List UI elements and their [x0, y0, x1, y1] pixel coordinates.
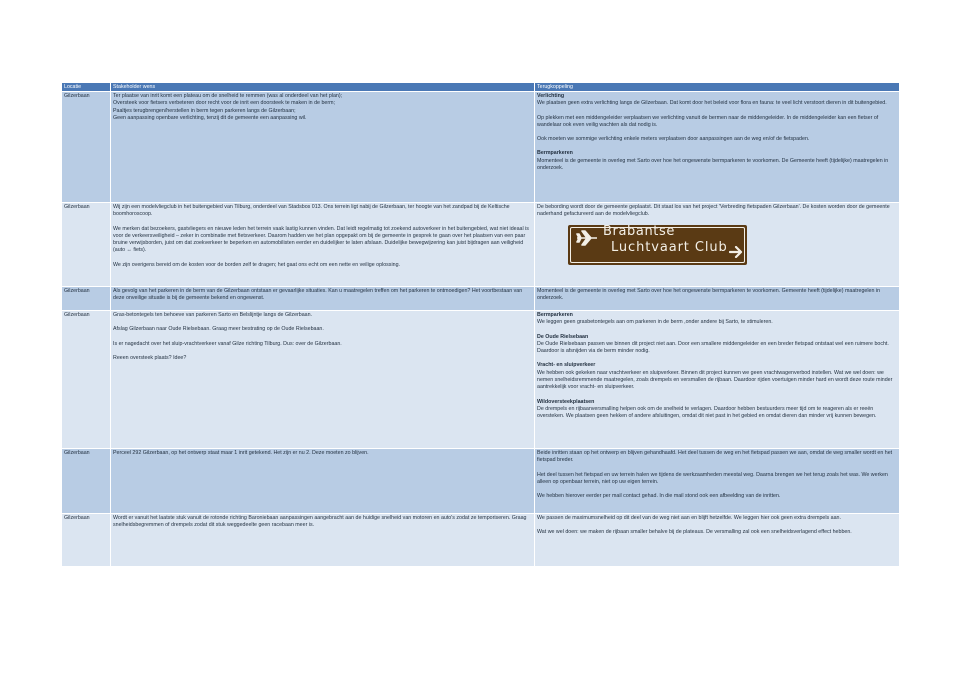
feedback-text: Wat we wel doen: we maken de rijbaan smaller behalve bij de plateaus. De versmalling zal ook een snelheidsverlagend effect hebben. — [537, 529, 852, 536]
sign-line-2: Luchtvaart Club — [611, 239, 728, 255]
feedback-text: Beide inritten staan op het ontwerp en blijven gehandhaafd. Het deel tussen de weg en het fietspad passen we aan, omdat de weg smaller wordt en het fietspad breder. — [537, 450, 893, 464]
wish-cell — [110, 311, 534, 448]
feedback-text: De drempels en rijbaanversmalling helpen ook om de snelheid te verlagen. Daardoor hebben bestuurders meer tijd om te reageren als er reeën oversteken. We plaatsen geen hekken of andere afsluitingen, omdat dit niet past in het gebied en omdat dieren dan minder vrij kunnen bewegen. — [537, 405, 877, 420]
feedback-cell — [534, 514, 899, 566]
location-cell: Gilzerbaan — [62, 287, 110, 310]
feedback-heading: Wildoversteekplaatsen — [537, 398, 595, 405]
wish-text: Perceel 292 Gilzerbaan, op het ontwerp staat maar 1 inrit getekend. Het zijn er nu 2. Deze moeten zo blijven. — [113, 450, 369, 456]
location-cell: Gilzerbaan — [62, 311, 110, 448]
table-row — [62, 513, 899, 566]
feedback-table — [62, 83, 899, 566]
feedback-text: Momenteel is de gemeente in overleg met Sarto over hoe het ongewenste bermparkeren te voorkomen. De Gemeente heeft (tijdelijke) maatregelen in onderzoek. — [537, 157, 889, 172]
table-header-row — [62, 83, 899, 91]
table-row — [62, 448, 899, 513]
wish-text: Gras-betontegels ten behoeve van parkeren Sarto en Belslijntje langs de Gilzerbaan. — [113, 312, 313, 318]
feedback-heading: Bermparkeren — [537, 312, 573, 318]
location-cell: Gilzerbaan — [62, 92, 110, 202]
table-row — [62, 310, 899, 448]
table-row — [62, 91, 899, 202]
feedback-heading: Verlichting — [537, 93, 565, 99]
header-stakeholder-wens: Stakeholder wens — [110, 83, 534, 91]
wish-cell — [110, 92, 534, 202]
feedback-text: Ook moeten we sommige verlichting enkele meters verplaatsen door aanpassingen aan de weg en/of de fietspaden. — [537, 136, 810, 143]
feedback-text: Het deel tussen het fietspad en uw terrein halen we tijdens de werkzaamheden meestal weg. Daarna brengen we het terug zoals het was. We werken alleen op openbaar terrein, niet op uw eigen terrein. — [537, 471, 888, 485]
feedback-text: Momenteel is de gemeente in overleg met Sarto over hoe het ongewenste bermparkeren te voorkomen. Gemeente heeft (tijdelijke) maatregelen in onderzoek. — [537, 288, 881, 302]
feedback-text: We leggen geen grasbetontegels aan om parkeren in de berm ,onder andere bij Sarto, te stimuleren. — [537, 319, 773, 326]
location-cell: Gilzerbaan — [62, 449, 110, 513]
wish-text: Wordt er vanuit het laatste stuk vanuit de rotonde richting Baroniebaan aanpassingen aangebracht aan de huidige snelheid van motoren en auto's zodat ze temporiseren. Graag snelheidsbegremmen of drempels zodat dit stuk weggedeelte geen racebaan meer is. — [113, 515, 527, 529]
wish-text: Afslag Gilzerbaan naar Oude Rielsebaan. Graag meer bestrating op de Oude Rielsebaan. — [113, 326, 324, 333]
arrow-right-icon — [729, 246, 743, 258]
location-cell: Gilzerbaan — [62, 514, 110, 566]
header-terugkoppeling: Terugkoppeling — [534, 83, 899, 91]
feedback-cell — [534, 92, 899, 202]
feedback-text: We hebben hierover eerder per mail contact gehad. In die mail stond ook een afbeelding van de inritten. — [537, 493, 781, 500]
wish-text: We merken dat bezoekers, gastvliegers en nieuwe leden het terrein vaak lastig kunnen vinden. Dat leidt regelmatig tot zoekend autoverkeer in het buitengebied, wat niet ideaal is voor de verkeersveiligheid – zeker in combinatie met fietsverkeer. Daarom hadden we het plan opgepakt om bij de gemeente in gesprek te gaan over het plaatsen van een paar bruine verwijsborden, juist om dat zoekverkeer te beperken en automobilisten eerder en duidelijker te laten afslaan. Duidelijke bewegwijzering kan juist bijdragen aan veiligheid (auto ↔ fiets). — [113, 225, 529, 254]
wish-cell — [110, 287, 534, 310]
feedback-text: De Oude Rielsebaan passen we binnen dit project niet aan. Door een smallere middengeleider en een breder fietspad ontstaat wel een ruimere bocht. Daardoor is afsnijden via de berm minder nodig. — [537, 340, 889, 355]
header-locatie: Locatie — [62, 83, 110, 91]
wish-text: We zijn overigens bereid om de kosten voor de borden zelf te dragen; het gaat ons echt om een nette en veilige oplossing. — [113, 261, 400, 268]
feedback-text: We passen de maximumsnelheid op dit deel van de weg niet aan en blijft hetzelfde. We leggen hier ook geen extra drempels aan. — [537, 515, 841, 521]
wish-cell — [110, 203, 534, 286]
wish-text: Reeen oversteek plaats? Idee? — [113, 354, 187, 361]
brabantse-luchtvaart-club-sign — [568, 225, 747, 265]
feedback-heading: De Oude Rielsebaan — [537, 333, 589, 340]
feedback-text: We hebben ook gekeken naar vrachtverkeer en sluipverkeer. Binnen dit project kunnen we geen vrachtwagenverbod instellen. Wat we wel doen: we nemen snelheidsremmende maatregelen, zoals drempels en versmallen de rijbaan. Daardoor rijden voertuigen minder hard en wordt deze route minder aantrekkelijk voor vracht- en sluipverkeer. — [537, 369, 893, 391]
wish-cell — [110, 514, 534, 566]
airplane-icon — [576, 230, 598, 246]
feedback-cell — [534, 311, 899, 448]
wish-cell — [110, 449, 534, 513]
wish-text: Ter plaatse van inrit komt een plateau om de snelheid te remmen (was al onderdeel van het plan); Oversteek voor fietsers verbeteren door recht voor de inrit een doorsteek te maken in de berm; Paaltjes terugbrengen/herstellen in berm tegen parkeren langs de Gilzerbaan; Geen aanpassing openbare verlichting, tenzij dit de gemeente een aanpassing wil. — [113, 93, 343, 121]
wish-text: Is er nagedacht over het sluip-vrachtverkeer vanaf Gilze richting Tilburg. Dus: over de Gilzerbaan. — [113, 340, 342, 347]
wish-text: Als gevolg van het parkeren in de berm van de Gilzerbaan ontstaan er gevaarlijke situaties. Kan u maatregelen treffen om het parkeren te ontmoedigen? Het voortbestaan van deze onveilige situatie is bij de gemeente bekend en ongewenst. — [113, 288, 523, 302]
feedback-cell — [534, 287, 899, 310]
wish-text: Wij zijn een modelvliegclub in het buitengebied van Tilburg, onderdeel van Stadsbos 013. Ons terrein ligt nabij de Gilzerbaan, ter hoogte van het zandpad bij de Keltische boomhoroscoop. — [113, 204, 510, 218]
feedback-text: De bebording wordt door de gemeente geplaatst. Dit staat los van het project 'Verbreding fietspaden Gilzerbaan'. De kosten worden door de gemeente naderhand gefactureerd aan de modelvliegclub. — [537, 204, 890, 218]
table-row — [62, 286, 899, 310]
feedback-cell — [534, 203, 899, 286]
feedback-text: Op plekken met een middengeleider verplaatsen we verlichting vanuit de bermen naar de middengeleider. In de middengeleider kan een fietser of wandelaar ook even veilig wachten als dat nodig is. — [537, 114, 879, 128]
location-cell: Gilzerbaan — [62, 203, 110, 286]
sign-line-1: Brabantse — [603, 223, 675, 239]
feedback-cell — [534, 449, 899, 513]
feedback-heading: Vracht- en sluipverkeer — [537, 362, 596, 369]
feedback-text: We plaatsen geen extra verlichting langs de Gilzerbaan. Dat komt door het beleid voor flora en fauna: te veel licht verstoort dieren in dit buitengebied. — [537, 100, 887, 107]
feedback-heading: Bermparkeren — [537, 150, 573, 157]
table-row — [62, 202, 899, 286]
